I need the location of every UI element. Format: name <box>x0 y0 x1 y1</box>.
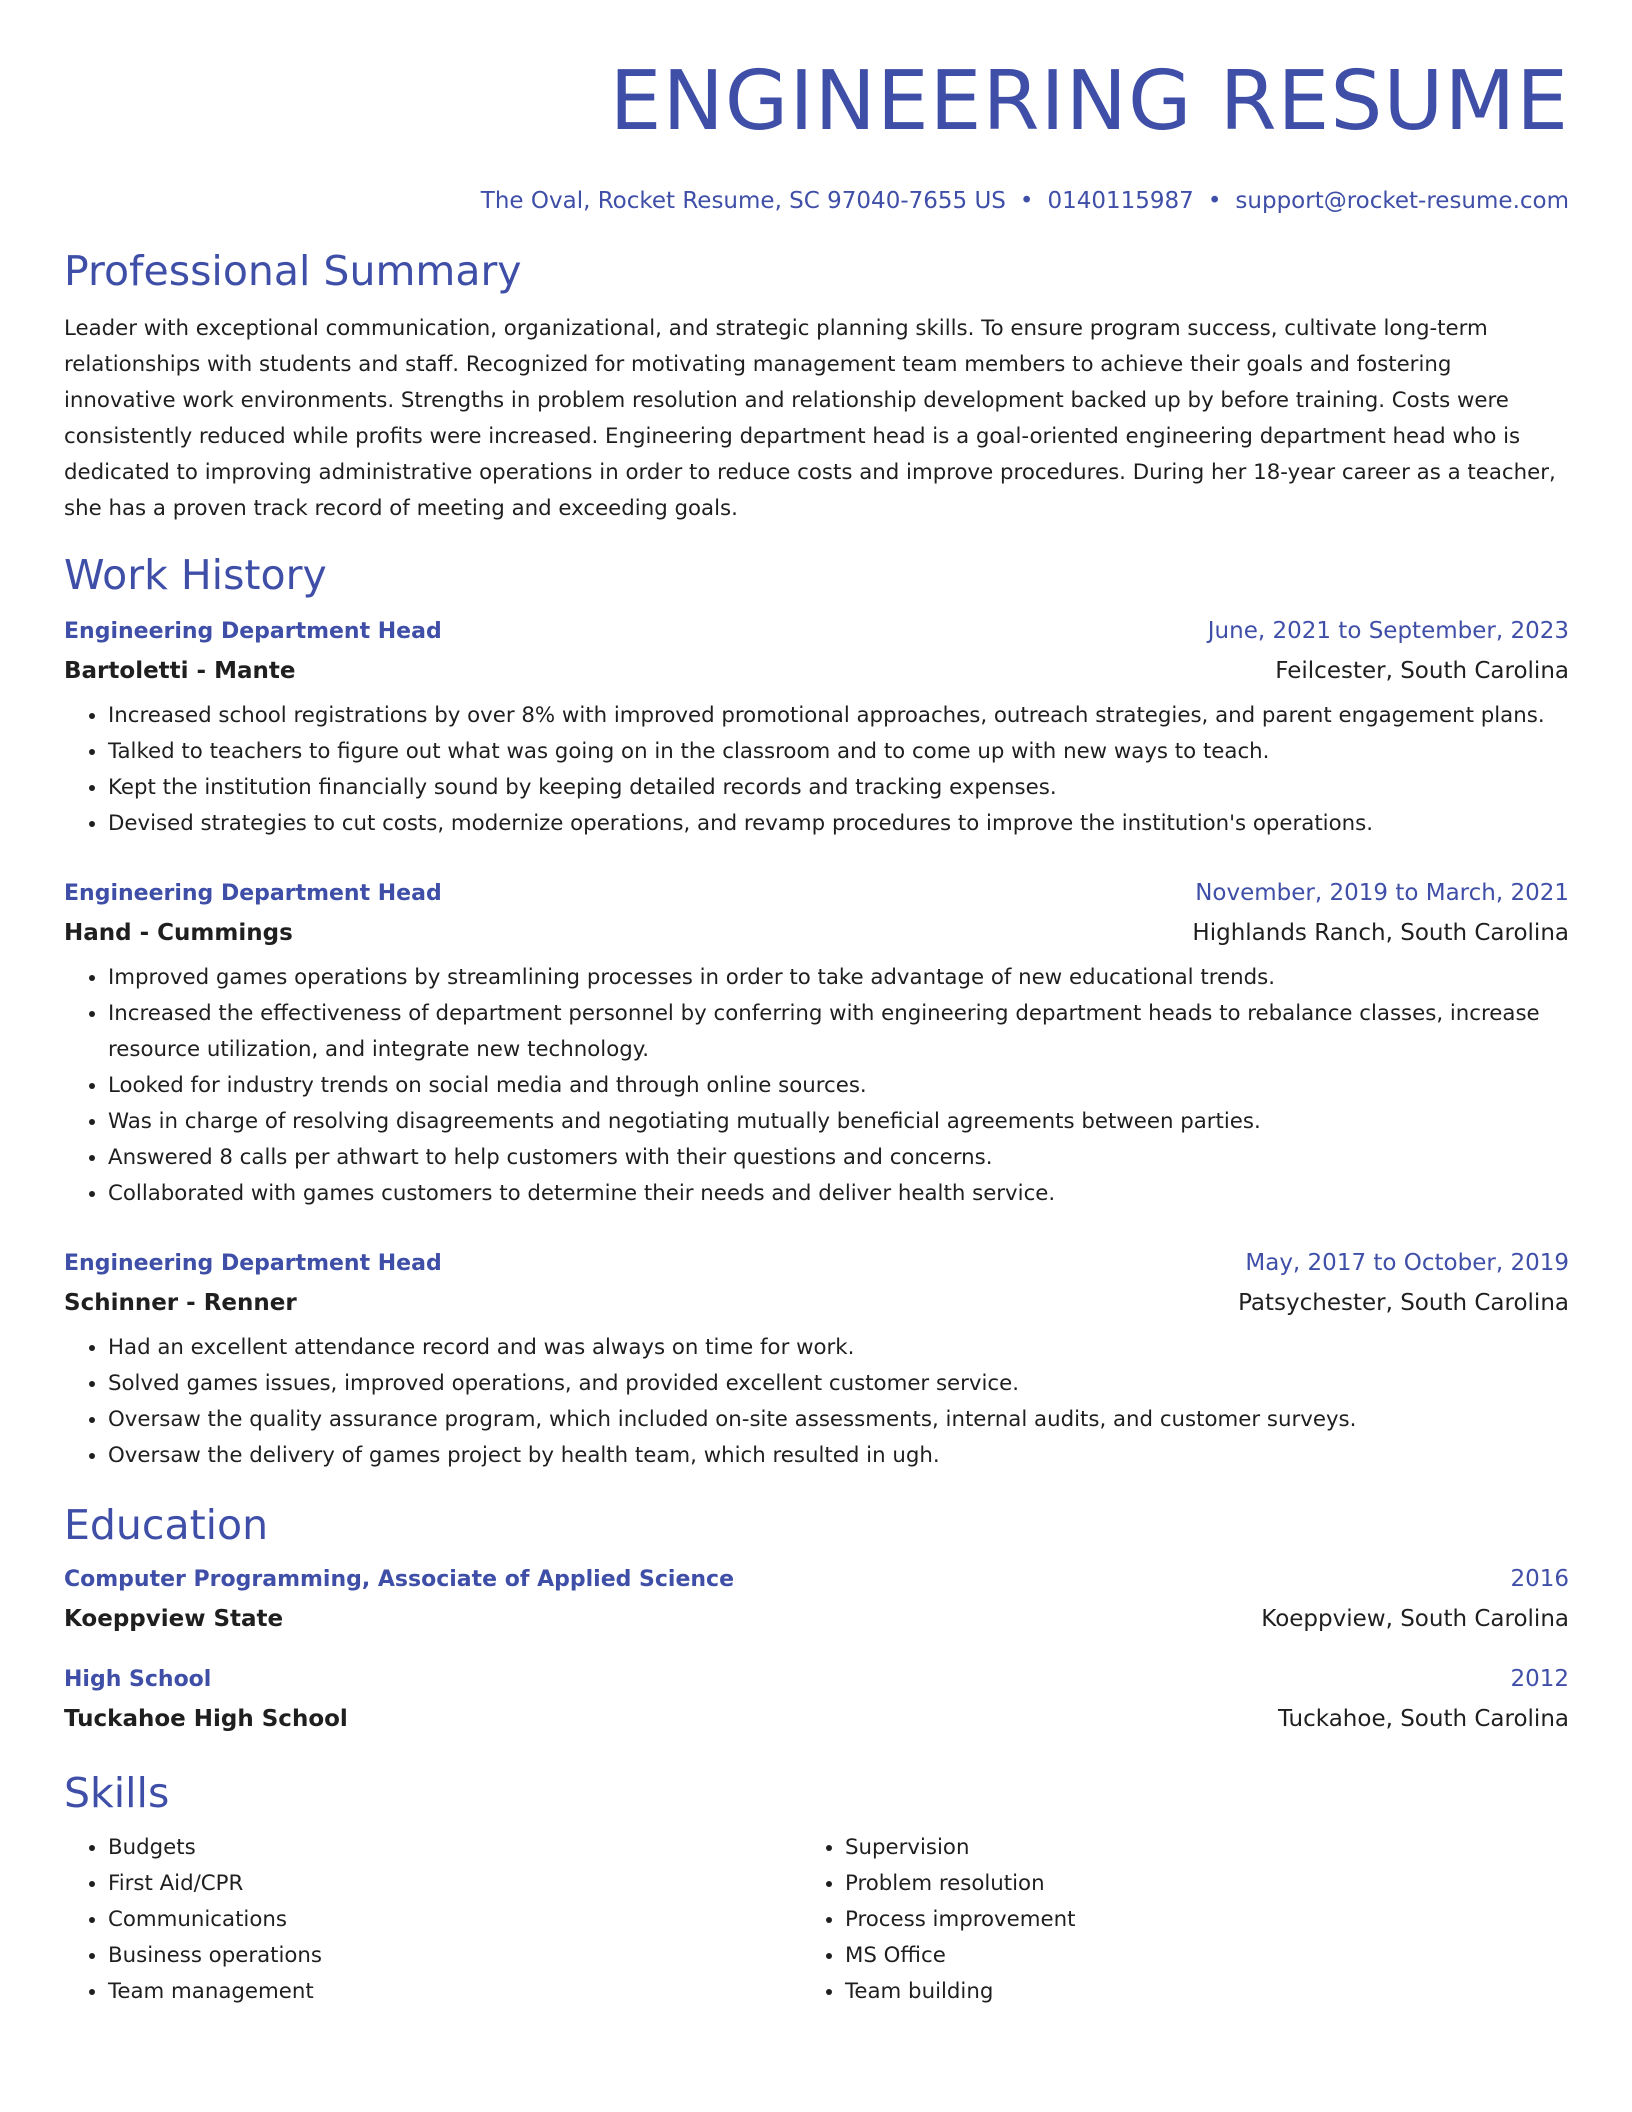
education-degree: High School <box>64 1667 212 1692</box>
job-bullet: • Looked for industry trends on social media and through online sources. <box>108 1068 1569 1104</box>
work-entry-row <box>64 1248 1569 1279</box>
work-entry-row <box>64 616 1569 647</box>
job-company: Schinner - Renner <box>64 1290 297 1316</box>
skill-item: • Supervision <box>845 1830 1565 1866</box>
education-school: Koeppview State <box>64 1606 284 1632</box>
education-year: 2016 <box>1510 1566 1569 1592</box>
job-bullet: • Kept the institution financially sound by keeping detailed records and tracking expenses. <box>108 770 1569 806</box>
summary-heading: Professional Summary <box>64 247 522 295</box>
education-year: 2012 <box>1510 1666 1569 1692</box>
skills-columns <box>64 1830 1569 2010</box>
education-school: Tuckahoe High School <box>64 1706 348 1732</box>
skill-item: • Communications <box>108 1902 801 1938</box>
job-role: Engineering Department Head <box>64 1251 442 1276</box>
education-entry <box>64 1564 1569 1634</box>
education-degree: Computer Programming, Associate of Applied Science <box>64 1567 734 1592</box>
education-location: Koeppview, South Carolina <box>1261 1606 1569 1632</box>
job-bullet: • Increased school registrations by over 8% with improved promotional approaches, outreach strategies, and parent engagement plans. <box>108 698 1569 734</box>
job-location: Feilcester, South Carolina <box>1275 658 1569 684</box>
contact-email: support@rocket-resume.com <box>1235 188 1569 214</box>
job-bullet: • Oversaw the quality assurance program, which included on-site assessments, internal audits, and customer surveys. <box>108 1402 1569 1438</box>
education-location: Tuckahoe, South Carolina <box>1278 1706 1569 1732</box>
job-bullet: • Devised strategies to cut costs, modernize operations, and revamp procedures to improve the institution's operations. <box>108 806 1569 842</box>
work-entry <box>64 616 1569 842</box>
contact-separator: • <box>1207 188 1222 214</box>
work-entry-row <box>64 656 1569 686</box>
job-role: Engineering Department Head <box>64 881 442 906</box>
document-title: ENGINEERING RESUME <box>609 54 1569 149</box>
job-company: Bartoletti - Mante <box>64 658 296 684</box>
job-bullets <box>64 698 1569 842</box>
skills-heading: Skills <box>64 1769 170 1817</box>
resume-header <box>64 0 1569 216</box>
work-entry <box>64 878 1569 1212</box>
job-bullet: • Talked to teachers to figure out what was going on in the classroom and to come up with new ways to teach. <box>108 734 1569 770</box>
job-bullet: • Improved games operations by streamlining processes in order to take advantage of new educational trends. <box>108 960 1569 996</box>
skill-item: • Team management <box>108 1974 801 2010</box>
work-entry-row <box>64 1288 1569 1318</box>
education-entry <box>64 1664 1569 1734</box>
work-history-heading: Work History <box>64 551 327 599</box>
job-company: Hand - Cummings <box>64 920 293 946</box>
education-entry-row <box>64 1564 1569 1595</box>
contact-line <box>64 186 1569 216</box>
work-entry-row <box>64 878 1569 909</box>
contact-separator: • <box>1019 188 1034 214</box>
job-dates: November, 2019 to March, 2021 <box>1195 880 1569 906</box>
education-entry-row <box>64 1664 1569 1695</box>
summary-text: Leader with exceptional communication, organizational, and strategic planning skills. To ensure program success, cultivate long-term relationships with students and staff. Recognized for motivating management team members to achieve their goals and fostering innovative work environments. Strengths in problem resolution and relationship development backed up by before training. Costs were consistently reduced while profits were increased. Engineering department head is a goal-oriented engineering department head who is dedicated to improving administrative operations in order to reduce costs and improve procedures. During her 18-year career as a teacher, she has a proven track record of meeting and exceeding goals. <box>64 316 1556 521</box>
job-bullets <box>64 1330 1569 1474</box>
job-bullet: • Oversaw the delivery of games project by health team, which resulted in ugh. <box>108 1438 1569 1474</box>
job-dates: June, 2021 to September, 2023 <box>1207 618 1569 644</box>
skills-list-left <box>64 1830 801 2010</box>
job-bullet: • Solved games issues, improved operations, and provided excellent customer service. <box>108 1366 1569 1402</box>
skill-item: • Business operations <box>108 1938 801 1974</box>
job-role: Engineering Department Head <box>64 619 442 644</box>
skill-item: • MS Office <box>845 1938 1565 1974</box>
job-bullet: • Had an excellent attendance record and was always on time for work. <box>108 1330 1569 1366</box>
work-entry-row <box>64 918 1569 948</box>
education-heading: Education <box>64 1501 269 1549</box>
job-location: Highlands Ranch, South Carolina <box>1192 920 1569 946</box>
education-entry-row <box>64 1704 1569 1734</box>
contact-address: The Oval, Rocket Resume, SC 97040-7655 US <box>480 188 1006 214</box>
skill-item: • Problem resolution <box>845 1866 1565 1902</box>
contact-phone: 0140115987 <box>1047 188 1194 214</box>
education-entry-row <box>64 1604 1569 1634</box>
job-bullet: • Was in charge of resolving disagreements and negotiating mutually beneficial agreements between parties. <box>108 1104 1569 1140</box>
skill-item: • First Aid/CPR <box>108 1866 801 1902</box>
job-bullet: • Collaborated with games customers to determine their needs and deliver health service. <box>108 1176 1569 1212</box>
job-bullet: • Answered 8 calls per athwart to help customers with their questions and concerns. <box>108 1140 1569 1176</box>
job-location: Patsychester, South Carolina <box>1238 1290 1569 1316</box>
skills-list-right <box>801 1830 1565 2010</box>
job-bullet: • Increased the effectiveness of department personnel by conferring with engineering department heads to rebalance classes, increase resource utilization, and integrate new technology. <box>108 996 1569 1068</box>
job-bullets <box>64 960 1569 1212</box>
skill-item: • Process improvement <box>845 1902 1565 1938</box>
work-entry <box>64 1248 1569 1474</box>
skill-item: • Team building <box>845 1974 1565 2010</box>
skill-item: • Budgets <box>108 1830 801 1866</box>
job-dates: May, 2017 to October, 2019 <box>1245 1250 1569 1276</box>
